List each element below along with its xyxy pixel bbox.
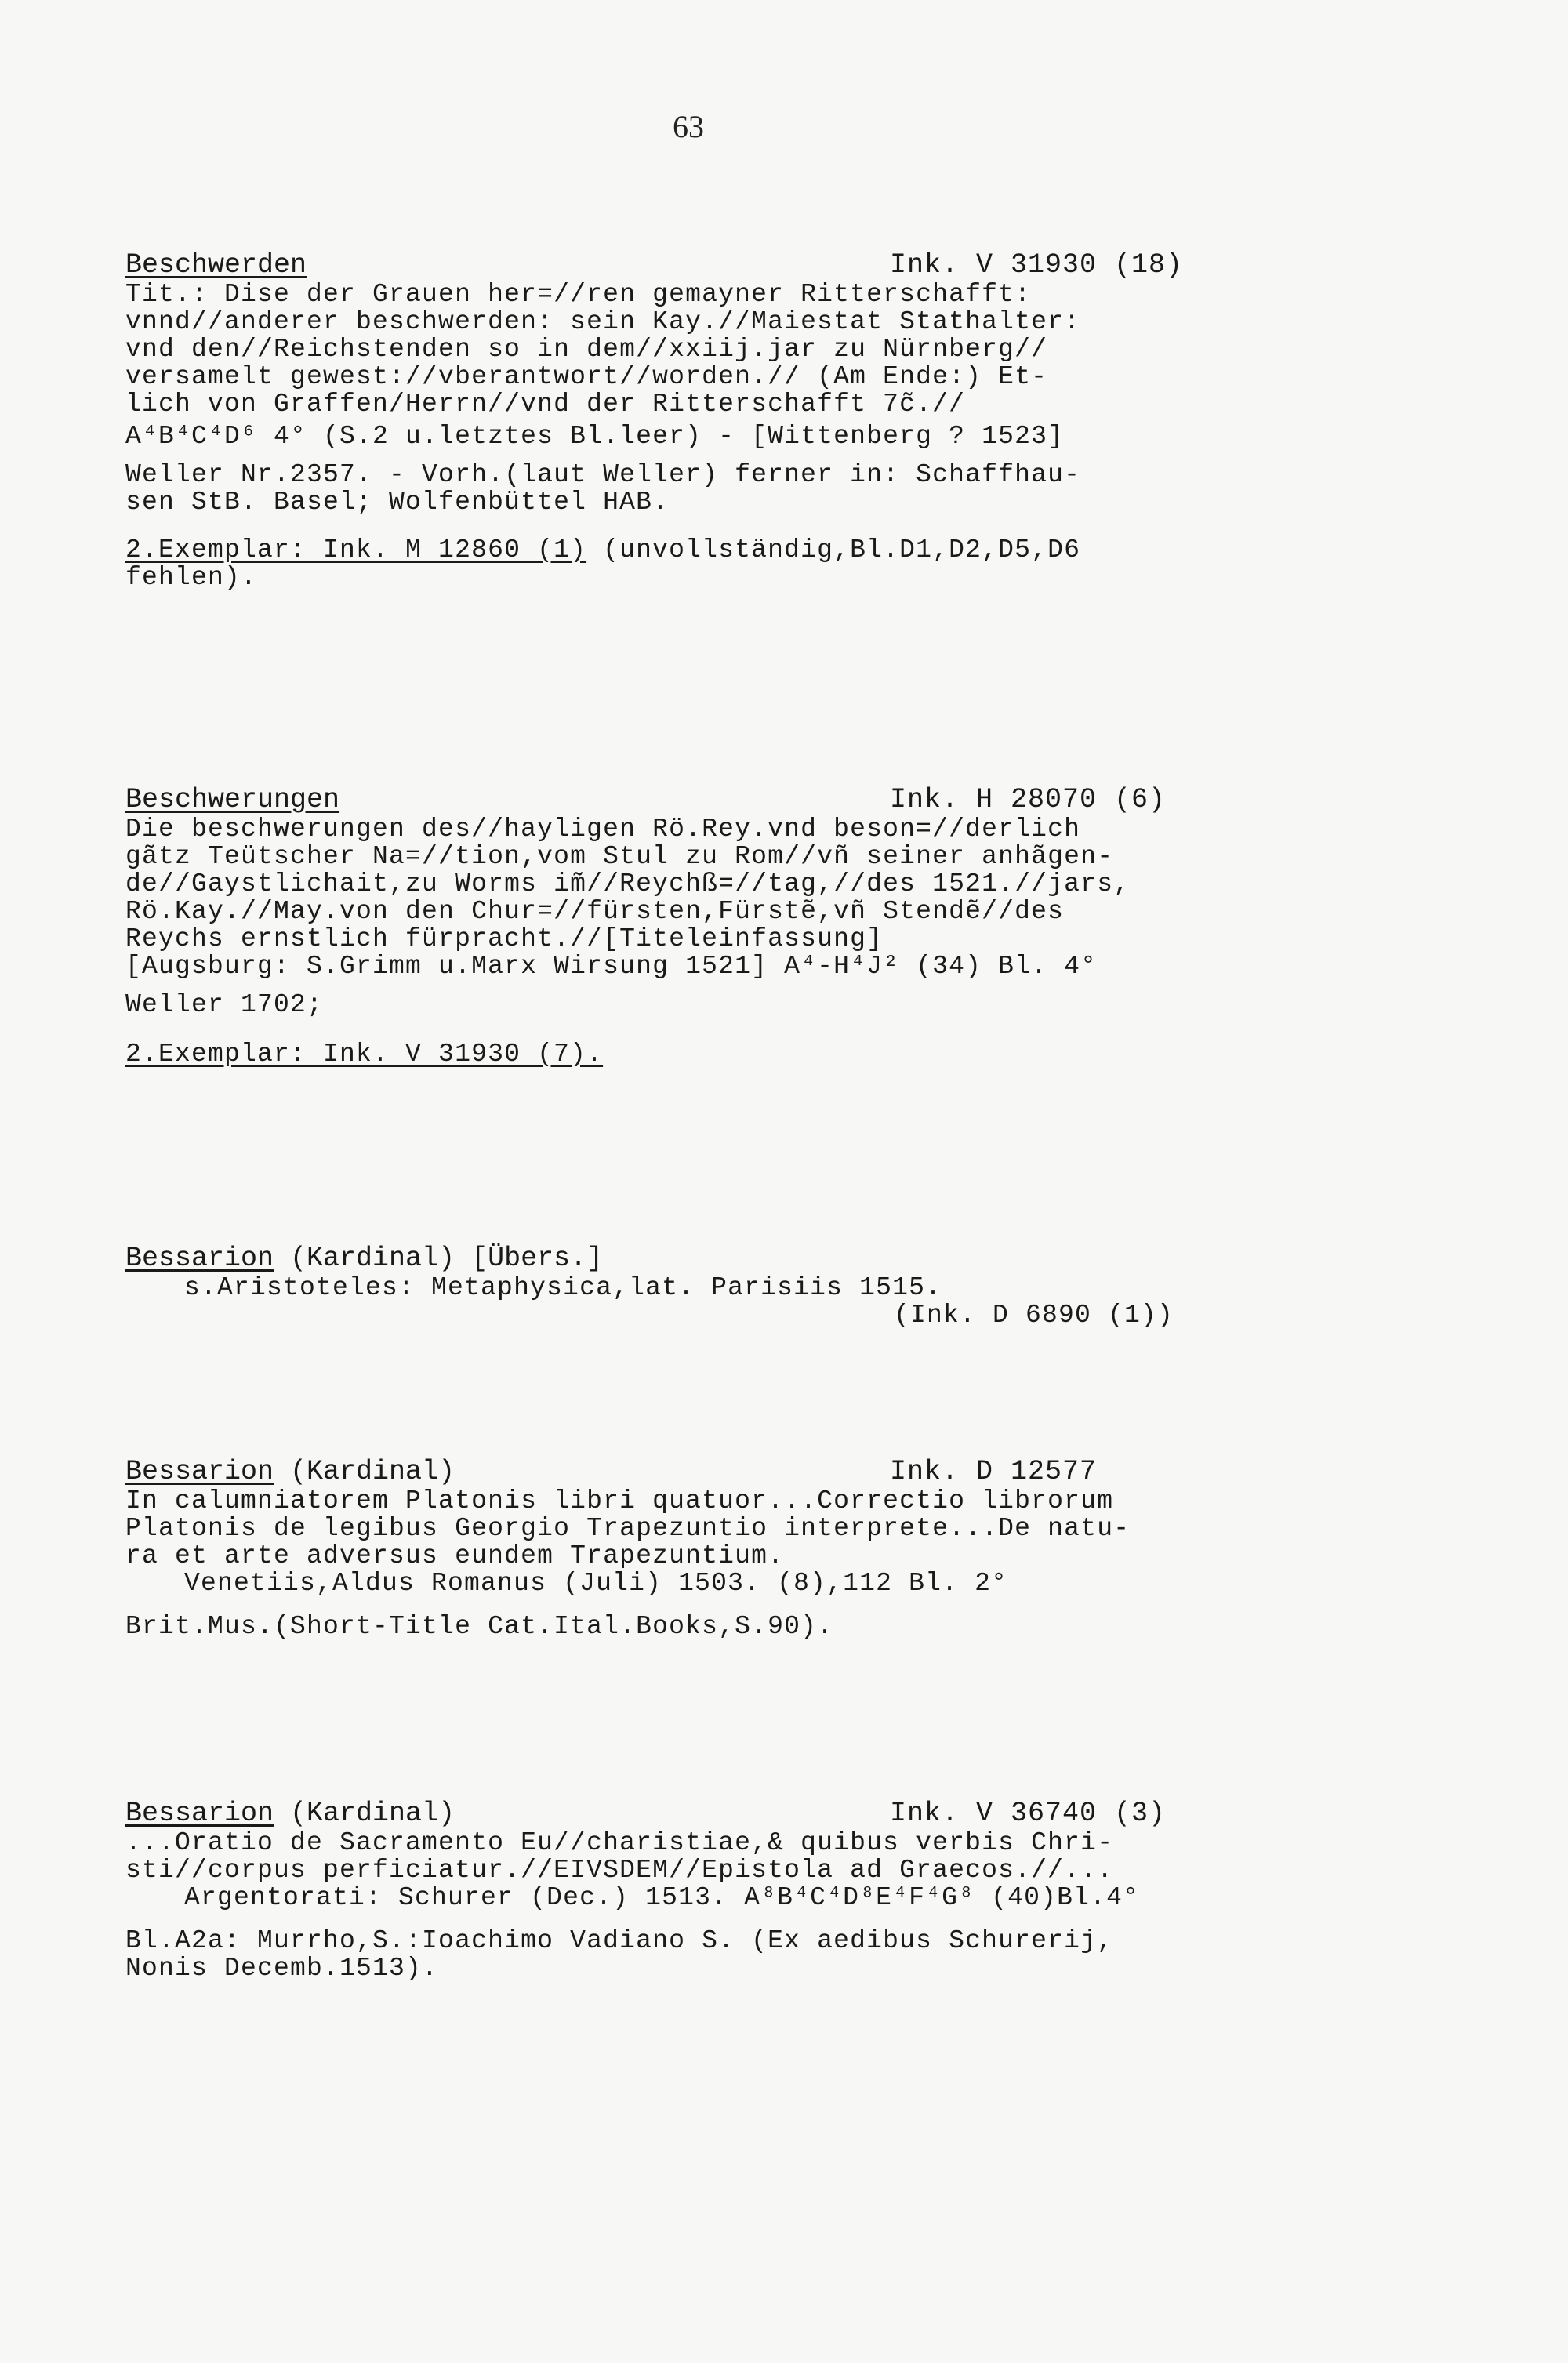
catalog-entry-beschwerden: [125, 249, 1333, 591]
exemplar-note: (unvollständig,Bl.D1,D2,D5,D6: [586, 535, 1081, 564]
entry-heading: Bessarion: [125, 1798, 274, 1829]
shelfmark: Ink. V 31930 (18): [890, 249, 1184, 281]
exemplar: 2.Exemplar: Ink. V 31930 (7).: [125, 1040, 604, 1069]
entry-line: In calumniatorem Platonis libri quatuor...Correctio librorum: [125, 1486, 1114, 1515]
entry-heading-wrap: [125, 1798, 890, 1829]
entry-line: Tit.: Dise der Grauen her=//ren gemayner Ritterschafft:: [125, 280, 1032, 309]
entry-line: versamelt gewest://vberantwort//worden.// (Am Ende:) Et-: [125, 362, 1048, 391]
exemplar: 2.Exemplar: Ink. M 12860 (1): [125, 535, 587, 564]
entry-line: Platonis de legibus Georgio Trapezuntio interprete...De natu-: [125, 1514, 1131, 1543]
entry-heading: Beschwerungen: [125, 784, 340, 815]
entry-line: Brit.Mus.(Short-Title Cat.Ital.Books,S.90).: [125, 1612, 834, 1641]
entry-heading: Bessarion: [125, 1243, 274, 1274]
entry-header: [125, 1798, 1333, 1829]
entry-heading-rest: (Kardinal): [274, 1798, 456, 1829]
entry-heading-wrap: [125, 1243, 890, 1274]
page-number: 63: [673, 109, 704, 144]
exemplar-note-cont: fehlen).: [125, 563, 258, 592]
entry-header: [125, 1243, 1333, 1274]
exemplar-line: [125, 536, 1333, 564]
entry-line: ra et arte adversus eundem Trapezuntium.: [125, 1541, 785, 1570]
entry-line: Argentorati: Schurer (Dec.) 1513. A⁸B⁴C⁴D⁸E⁴F⁴G⁸ (40)Bl.4°: [184, 1883, 1140, 1912]
entry-line: Reychs ernstlich fürpracht.//[Titeleinfassung]: [125, 924, 884, 953]
entry-line: Weller 1702;: [125, 990, 324, 1019]
catalog-entry-bessarion-oratio: [125, 1798, 1333, 1982]
entry-line: Rö.Kay.//May.von den Chur=//fürsten,Fürstẽ,vñ Stendẽ//des: [125, 897, 1065, 926]
entry-line: [Augsburg: S.Grimm u.Marx Wirsung 1521] A⁴-H⁴J² (34) Bl. 4°: [125, 952, 1098, 981]
shelfmark: Ink. H 28070 (6): [890, 784, 1167, 815]
entry-heading-wrap: [125, 1456, 890, 1487]
entry-line: Venetiis,Aldus Romanus (Juli) 1503. (8),112 Bl. 2°: [184, 1569, 1008, 1598]
entry-header: [125, 784, 1333, 815]
entry-line: Nonis Decemb.1513).: [125, 1954, 439, 1983]
entry-line: Weller Nr.2357. - Vorh.(laut Weller) ferner in: Schaffhau-: [125, 460, 1081, 489]
entry-line: lich von Graffen/Herrn//vnd der Ritterschafft 7c̃.//: [125, 390, 966, 419]
entry-line: ...Oratio de Sacramento Eu//charistiae,& quibus verbis Chri-: [125, 1828, 1114, 1857]
catalog-entry-bessarion-uebers: [125, 1243, 1333, 1329]
entry-line: sen StB. Basel; Wolfenbüttel HAB.: [125, 488, 670, 517]
entry-line: gãtz Teütscher Na=//tion,vom Stul zu Rom//vñ seiner anhãgen-: [125, 842, 1114, 871]
exemplar-line: [125, 1040, 1333, 1068]
entry-line: (Ink. D 6890 (1)): [894, 1301, 1174, 1330]
entry-heading: Beschwerden: [125, 249, 307, 281]
entry-line: s.Aristoteles: Metaphysica,lat. Parisiis 1515.: [184, 1273, 942, 1302]
shelfmark: Ink. D 12577: [890, 1456, 1098, 1487]
entry-line: sti//corpus perficiatur.//EIVSDEM//Epistola ad Graecos.//...: [125, 1856, 1114, 1885]
shelfmark: Ink. V 36740 (3): [890, 1798, 1167, 1829]
entry-line: Bl.A2a: Murrho,S.:Ioachimo Vadiano S. (Ex aedibus Schurerij,: [125, 1926, 1114, 1955]
entry-line: vnnd//anderer beschwerden: sein Kay.//Maiestat Stathalter:: [125, 307, 1081, 336]
catalog-entry-bessarion-calumniatorem: [125, 1456, 1333, 1640]
entry-heading-rest: (Kardinal): [274, 1456, 456, 1487]
entry-header: [125, 249, 1333, 281]
entry-heading: Bessarion: [125, 1456, 274, 1487]
entry-heading-rest: (Kardinal) [Übers.]: [274, 1243, 604, 1274]
entry-line: de//Gaystlichait,zu Worms im̃//Reychß=//tag,//des 1521.//jars,: [125, 869, 1131, 898]
entry-line: Die beschwerungen des//hayligen Rö.Rey.vnd beson=//derlich: [125, 815, 1081, 844]
entry-header: [125, 1456, 1333, 1487]
entry-line: A⁴B⁴C⁴D⁶ 4° (S.2 u.letztes Bl.leer) - [Wittenberg ? 1523]: [125, 422, 1065, 451]
entry-line: vnd den//Reichstenden so in dem//xxiij.jar zu Nürnberg//: [125, 335, 1048, 364]
catalog-entry-beschwerungen: [125, 784, 1333, 1068]
